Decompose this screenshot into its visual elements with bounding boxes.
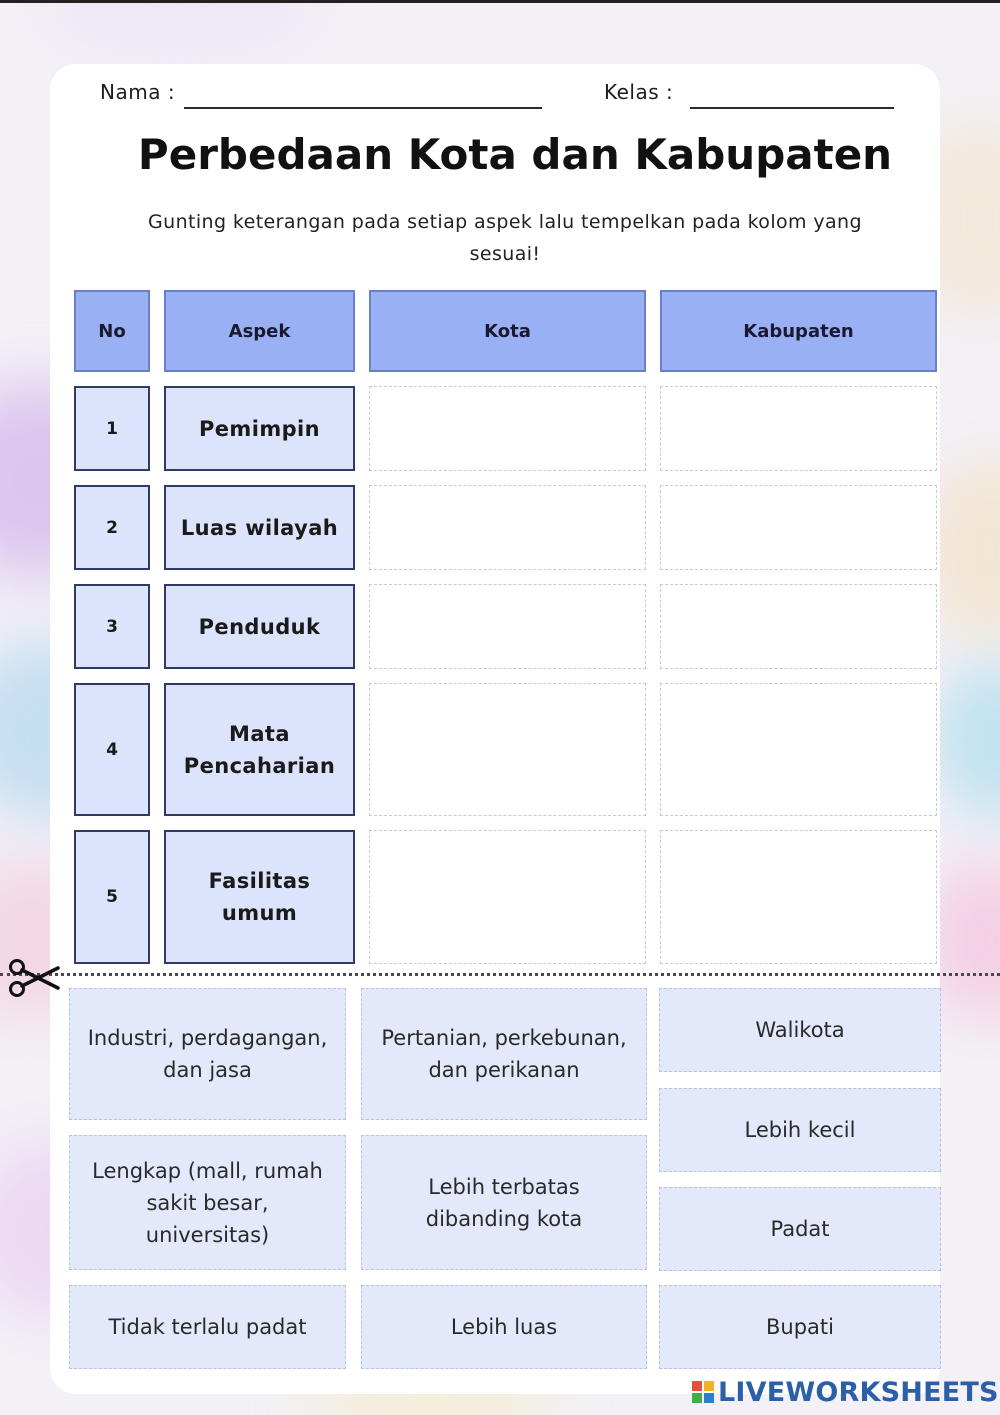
- kelas-field[interactable]: [690, 107, 894, 109]
- header-no: No: [74, 290, 150, 372]
- answer-card[interactable]: Lebih kecil: [659, 1088, 941, 1172]
- header-kabupaten: Kabupaten: [660, 290, 937, 372]
- row-4-no: 4: [74, 683, 150, 816]
- row-5-aspek: Fasilitas umum: [164, 830, 355, 964]
- answer-card[interactable]: Industri, perdagangan, dan jasa: [69, 988, 346, 1120]
- kelas-label: Kelas :: [604, 80, 674, 104]
- nama-label: Nama :: [100, 80, 176, 104]
- top-border-line: [0, 0, 1000, 3]
- row-3-no: 3: [74, 584, 150, 669]
- row-2-kabupaten-dropzone[interactable]: [660, 485, 937, 570]
- row-1-kabupaten-dropzone[interactable]: [660, 386, 937, 471]
- header-kota: Kota: [369, 290, 646, 372]
- row-5-kabupaten-dropzone[interactable]: [660, 830, 937, 964]
- row-2-aspek: Luas wilayah: [164, 485, 355, 570]
- liveworksheets-logo-icon: [692, 1381, 714, 1403]
- row-4-kota-dropzone[interactable]: [369, 683, 646, 816]
- cut-line: [0, 973, 1000, 976]
- row-3-kota-dropzone[interactable]: [369, 584, 646, 669]
- header-aspek: Aspek: [164, 290, 355, 372]
- row-2-kota-dropzone[interactable]: [369, 485, 646, 570]
- nama-field[interactable]: [184, 107, 542, 109]
- answer-card[interactable]: Tidak terlalu padat: [69, 1285, 346, 1369]
- answer-card[interactable]: Walikota: [659, 988, 941, 1072]
- instruction-text: Gunting keterangan pada setiap aspek lalu tempelkan pada kolom yang sesuai!: [148, 211, 862, 265]
- row-4-kabupaten-dropzone[interactable]: [660, 683, 937, 816]
- answer-card[interactable]: Lengkap (mall, rumah sakit besar, universitas): [69, 1135, 346, 1270]
- row-1-aspek: Pemimpin: [164, 386, 355, 471]
- row-2-no: 2: [74, 485, 150, 570]
- row-5-no: 5: [74, 830, 150, 964]
- answer-card[interactable]: Lebih luas: [361, 1285, 647, 1369]
- scissors-icon: [4, 958, 60, 998]
- answer-card[interactable]: Pertanian, perkebunan, dan perikanan: [361, 988, 647, 1120]
- row-1-kota-dropzone[interactable]: [369, 386, 646, 471]
- row-1-no: 1: [74, 386, 150, 471]
- answer-card[interactable]: Lebih terbatas dibanding kota: [361, 1135, 647, 1270]
- liveworksheets-logo[interactable]: [692, 1372, 999, 1412]
- answer-card[interactable]: Bupati: [659, 1285, 941, 1369]
- row-3-aspek: Penduduk: [164, 584, 355, 669]
- answer-card[interactable]: Padat: [659, 1187, 941, 1271]
- row-3-kabupaten-dropzone[interactable]: [660, 584, 937, 669]
- row-5-kota-dropzone[interactable]: [369, 830, 646, 964]
- row-4-aspek: Mata Pencaharian: [164, 683, 355, 816]
- page-title: Perbedaan Kota dan Kabupaten: [137, 130, 893, 179]
- liveworksheets-logo-text: LIVEWORKSHEETS: [718, 1376, 999, 1408]
